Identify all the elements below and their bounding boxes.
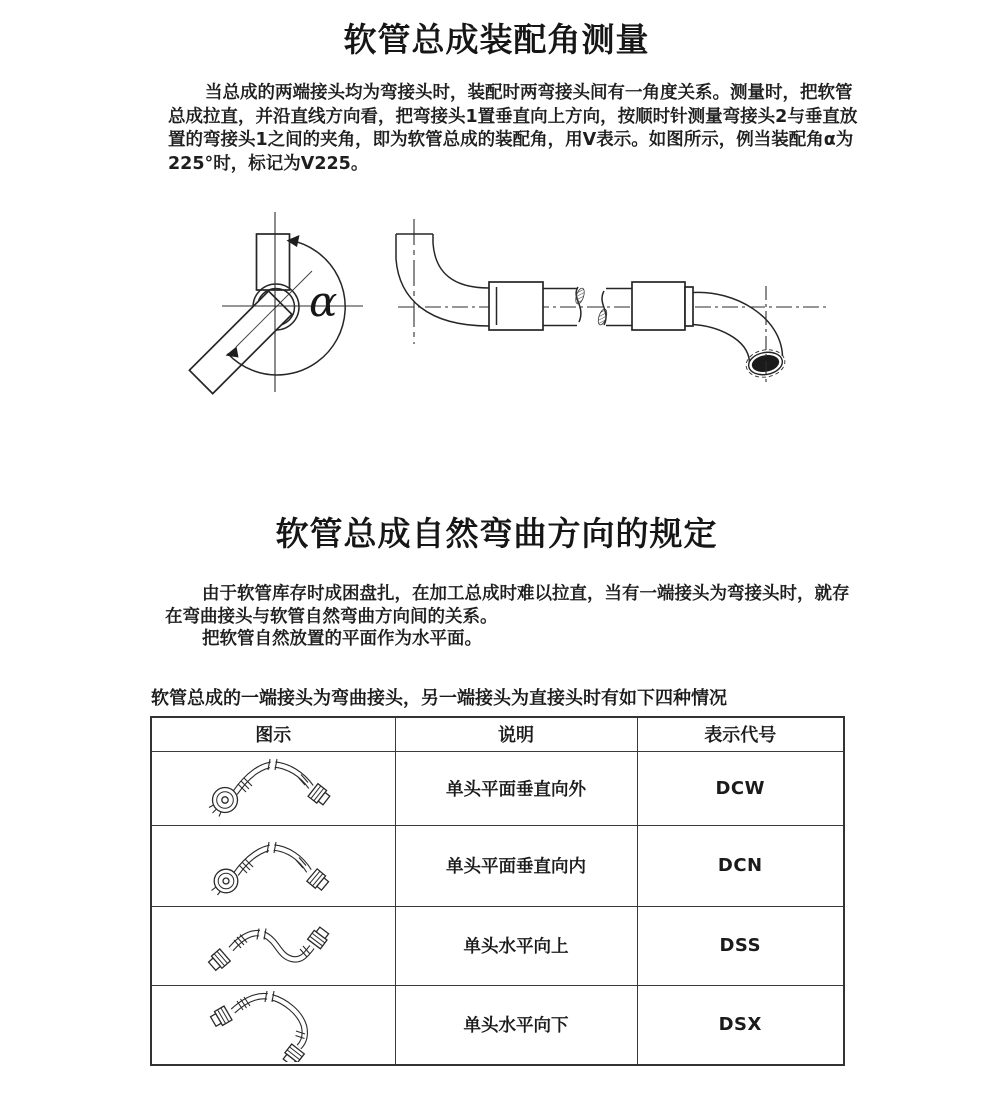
elbow-down-outer-curve bbox=[693, 292, 783, 356]
hose-arch-banjo-inward-drawing bbox=[152, 830, 394, 902]
hose-illustration-dcw bbox=[151, 751, 395, 825]
natural-bend-paragraph bbox=[165, 583, 855, 651]
hose-break-mark bbox=[267, 841, 276, 853]
case-description: 单头水平向下 bbox=[395, 985, 637, 1065]
banjo-fitting-icon bbox=[212, 869, 238, 895]
paragraph-line: 当总成的两端接头均为弯接头时，装配时两弯接头间有一角度关系。测量时，把软管 bbox=[205, 83, 853, 103]
assembly-angle-figure bbox=[150, 200, 850, 400]
angle-view-diagram bbox=[189, 212, 363, 394]
hose-break-mark bbox=[268, 759, 277, 771]
hose-illustration-dss bbox=[151, 906, 395, 985]
case-description: 单头平面垂直向外 bbox=[395, 751, 637, 825]
paragraph-line: 置的弯接头1之间的夹角，即为软管总成的装配角，用V表示。如图所示，例当装配角α为 bbox=[168, 130, 854, 150]
bend-direction-cases-table bbox=[150, 716, 845, 1066]
hex-nut-fitting-icon bbox=[210, 1006, 233, 1028]
hose-break-mark bbox=[257, 928, 266, 940]
column-header-illustration: 图示 bbox=[151, 717, 395, 751]
table-row-dcn bbox=[151, 825, 844, 906]
paragraph-line: 把软管自然放置的平面作为水平面。 bbox=[202, 629, 482, 649]
hose-break-mark bbox=[265, 990, 274, 1002]
banjo-fitting-icon bbox=[209, 788, 238, 817]
paragraph-line: 由于软管库存时成困盘扎，在加工总成时难以拉直，当有一端接头为弯接头时，就存 bbox=[202, 584, 850, 604]
case-code: DSX bbox=[637, 985, 844, 1065]
hose-s-curve-end-up-drawing bbox=[152, 911, 394, 981]
hose-illustration-dcn bbox=[151, 825, 395, 906]
paragraph-line: 在弯曲接头与软管自然弯曲方向间的关系。 bbox=[165, 606, 498, 627]
hose-illustration-dsx bbox=[151, 985, 395, 1065]
table-row-dsx bbox=[151, 985, 844, 1065]
elbow-inner-curve bbox=[433, 234, 489, 288]
paragraph-line: 225°时，标记为V225。 bbox=[168, 153, 369, 174]
hex-nut-fitting-icon bbox=[308, 784, 331, 807]
paragraph-line: 总成拉直，并沿直线方向看，把弯接头1置垂直向上方向，按顺时针测量弯接头2与垂直放 bbox=[168, 106, 858, 127]
elbow-down-inner-curve bbox=[693, 325, 750, 363]
case-description: 单头水平向上 bbox=[395, 906, 637, 985]
assembly-angle-paragraph bbox=[168, 82, 858, 176]
hex-nut-fitting-icon bbox=[308, 925, 331, 948]
table-row-dcw bbox=[151, 751, 844, 825]
table-intro-text: 软管总成的一端接头为弯曲接头，另一端接头为直接头时有如下四种情况 bbox=[151, 688, 727, 709]
case-code: DCW bbox=[637, 751, 844, 825]
socket-collar bbox=[685, 287, 693, 326]
hex-nut-fitting-icon bbox=[207, 948, 230, 971]
assembly-angle-title: 软管总成装配角测量 bbox=[343, 20, 650, 59]
column-header-code: 表示代号 bbox=[637, 717, 844, 751]
hose-arch-banjo-outward-drawing bbox=[152, 753, 394, 823]
hex-nut-fitting-icon bbox=[307, 868, 330, 891]
case-code: DCN bbox=[637, 825, 844, 906]
hose-socket-right bbox=[632, 282, 685, 330]
table-row-dss bbox=[151, 906, 844, 985]
column-header-description: 说明 bbox=[395, 717, 637, 751]
natural-bend-title: 软管总成自然弯曲方向的规定 bbox=[275, 514, 718, 553]
table-header-row bbox=[151, 717, 844, 751]
elbow-fitting-1-vertical bbox=[257, 234, 290, 290]
hose-side-view-diagram bbox=[396, 219, 828, 386]
hose-arch-end-down-drawing bbox=[152, 988, 394, 1062]
elbow-outer-curve bbox=[396, 234, 489, 326]
alpha-angle-label: α bbox=[309, 277, 338, 326]
case-code: DSS bbox=[637, 906, 844, 985]
case-description: 单头平面垂直向内 bbox=[395, 825, 637, 906]
